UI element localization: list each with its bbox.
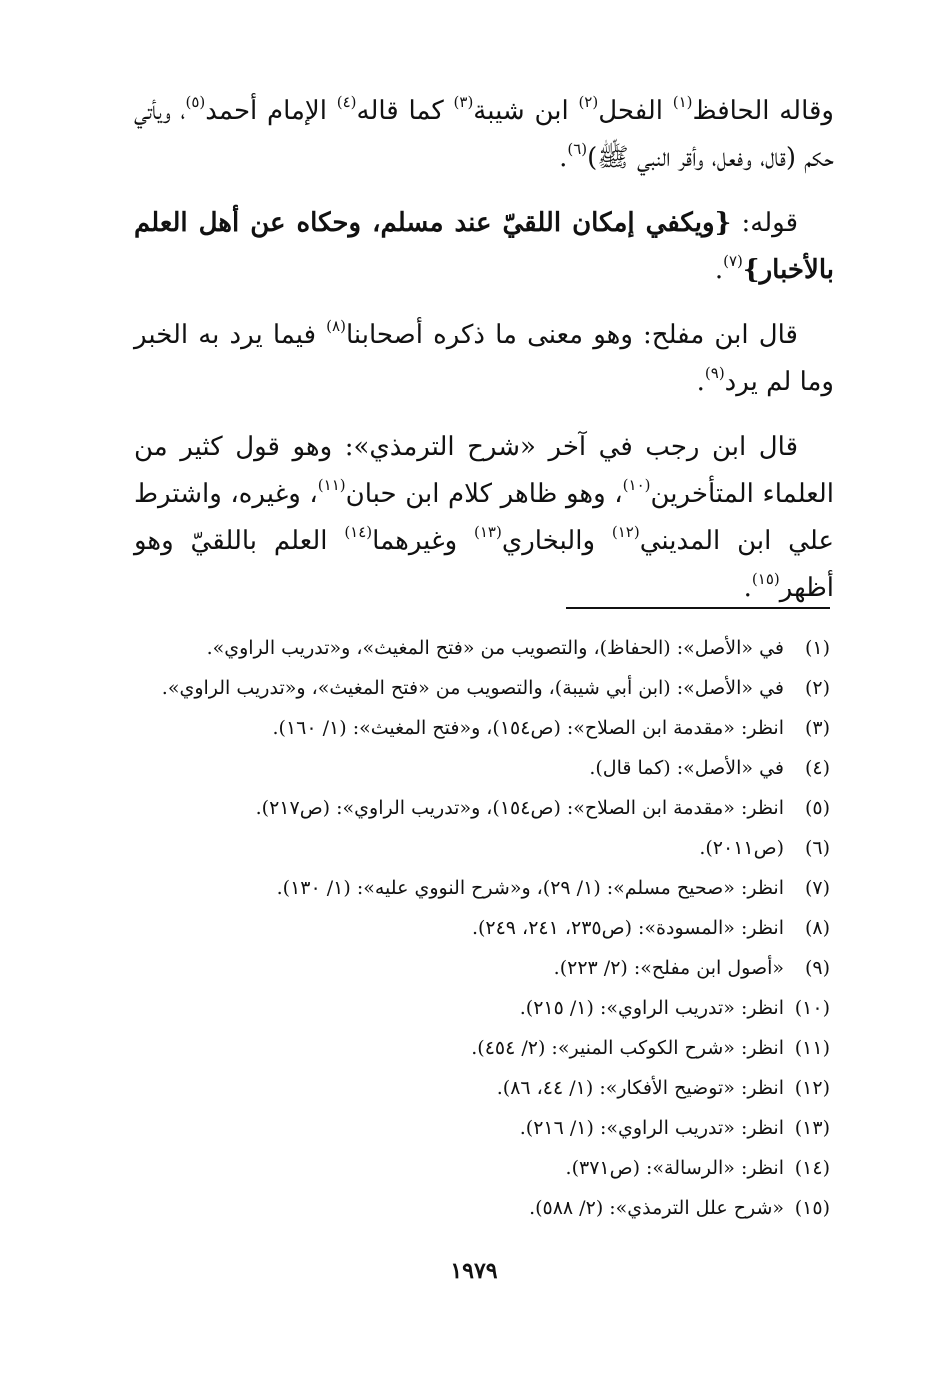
text: الفحل [598, 96, 673, 126]
text: ، ويأتي حكم (قال، وفعل، وأقر النبي ﷺ) [134, 96, 834, 173]
footnote-separator [566, 607, 830, 609]
footnote-item [130, 668, 830, 708]
text: الإمام أحمد [205, 96, 337, 126]
footnote-number: (٣) [804, 717, 830, 739]
footnote-number: (٧) [804, 877, 830, 899]
footnote-ref-4: (٤) [336, 93, 357, 111]
footnote-text: انظر: «تدريب الراوي»: (١/ ٢١٥). [519, 997, 784, 1019]
footnote-item [130, 1148, 830, 1188]
footnote-number: (٢) [804, 677, 830, 699]
footnote-number: (١٠) [794, 997, 830, 1019]
footnote-text: في «الأصل»: (الحفاظ)، والتصويب من «فتح المغيث»، و«تدريب الراوي». [206, 637, 784, 659]
footnote-text: انظر: «تدريب الراوي»: (١/ ٢١٦). [519, 1117, 784, 1139]
footnotes-list [130, 628, 830, 1228]
footnote-ref-14: (١٤) [344, 523, 373, 541]
footnote-number: (٩) [804, 957, 830, 979]
text: وقاله الحافظ [692, 96, 834, 126]
footnote-ref-2: (٢) [578, 93, 599, 111]
text: ، وغيره، واشترط علي ابن المديني [134, 479, 834, 556]
footnote-number: (١١) [794, 1037, 830, 1059]
footnote-item [130, 988, 830, 1028]
footnote-item [130, 748, 830, 788]
footnote-ref-11: (١١) [317, 476, 346, 494]
footnote-number: (٨) [804, 917, 830, 939]
quoted-matn: {ويكفي إمكان اللقيّ عند مسلم، وحكاه عن أهل العلم بالأخبار} [134, 208, 834, 285]
footnote-ref-7: (٧) [723, 252, 743, 270]
text: كما قاله [356, 96, 454, 126]
main-text [134, 88, 834, 630]
paragraph-2 [134, 200, 834, 294]
footnote-item [130, 628, 830, 668]
footnote-text: انظر: «مقدمة ابن الصلاح»: (ص١٥٤)، و«تدريب الراوي»: (ص٢١٧). [255, 797, 784, 819]
text: قال ابن مفلح: وهو معنى ما ذكره أصحابنا [345, 320, 798, 350]
text: قوله: [731, 208, 798, 238]
footnote-item [130, 948, 830, 988]
footnote-item [130, 828, 830, 868]
footnote-item [130, 868, 830, 908]
footnote-ref-15: (١٥) [751, 570, 780, 588]
footnote-text: في «الأصل»: (كما قال). [589, 757, 784, 779]
text: ، وهو ظاهر كلام ابن حبان [345, 479, 623, 509]
footnote-text: انظر: «المسودة»: (ص٢٣٥، ٢٤١، ٢٤٩). [471, 917, 784, 939]
footnote-ref-12: (١٢) [611, 523, 640, 541]
footnote-item [130, 1028, 830, 1068]
footnote-text: انظر: «شرح الكوكب المنير»: (٢/ ٤٥٤). [471, 1037, 784, 1059]
paragraph-1 [134, 88, 834, 182]
footnote-text: (ص٢٠١١). [699, 837, 784, 859]
text: . [743, 573, 752, 603]
text: . [696, 367, 705, 397]
footnote-text: «شرح علل الترمذي»: (٢/ ٥٨٨). [529, 1197, 784, 1219]
footnote-text: «أصول ابن مفلح»: (٢/ ٢٢٣). [553, 957, 784, 979]
footnote-text: في «الأصل»: (ابن أبي شيبة)، والتصويب من «فتح المغيث»، و«تدريب الراوي». [161, 677, 784, 699]
text: العلم باللقيّ وهو أظهر [134, 526, 834, 603]
footnote-number: (١٢) [794, 1077, 830, 1099]
text: . [559, 143, 568, 173]
footnote-number: (١٣) [794, 1117, 830, 1139]
footnote-item [130, 1068, 830, 1108]
footnote-item [130, 1188, 830, 1228]
footnote-ref-13: (١٣) [474, 523, 502, 541]
text: . [714, 255, 724, 285]
footnote-number: (٦) [804, 837, 830, 859]
footnote-item [130, 1108, 830, 1148]
footnote-ref-6: (٦) [567, 140, 588, 158]
footnote-ref-9: (٩) [704, 364, 725, 382]
footnote-ref-1: (١) [672, 93, 693, 111]
footnote-ref-8: (٨) [326, 317, 346, 335]
text: ابن شيبة [473, 96, 579, 126]
footnote-item [130, 708, 830, 748]
text: قال ابن رجب في آخر «شرح الترمذي»: وهو قول كثير من العلماء المتأخرين [134, 432, 834, 509]
footnote-text: انظر: «توضيح الأفكار»: (١/ ٤٤، ٨٦). [496, 1077, 784, 1099]
footnote-ref-3: (٣) [453, 93, 474, 111]
text: وغيرهما [372, 526, 474, 556]
footnote-number: (١) [804, 637, 830, 659]
footnote-number: (٤) [804, 757, 830, 779]
footnote-ref-5: (٥) [185, 93, 206, 111]
footnote-text: انظر: «مقدمة ابن الصلاح»: (ص١٥٤)، و«فتح المغيث»: (١/ ١٦٠). [272, 717, 784, 739]
footnote-number: (١٥) [794, 1197, 830, 1219]
footnote-text: انظر: «صحيح مسلم»: (١/ ٢٩)، و«شرح النووي عليه»: (١/ ١٣٠). [276, 877, 784, 899]
footnote-item [130, 788, 830, 828]
footnote-ref-10: (١٠) [622, 476, 651, 494]
footnote-number: (٥) [804, 797, 830, 819]
footnote-number: (١٤) [794, 1157, 830, 1179]
paragraph-3 [134, 312, 834, 406]
text: فيما يرد به الخبر وما لم يرد [134, 320, 834, 397]
paragraph-4 [134, 424, 834, 612]
page-number: ١٩٧٩ [450, 1258, 498, 1284]
text: والبخاري [501, 526, 612, 556]
footnote-text: انظر: «الرسالة»: (ص٣٧١). [565, 1157, 784, 1179]
footnote-item [130, 908, 830, 948]
